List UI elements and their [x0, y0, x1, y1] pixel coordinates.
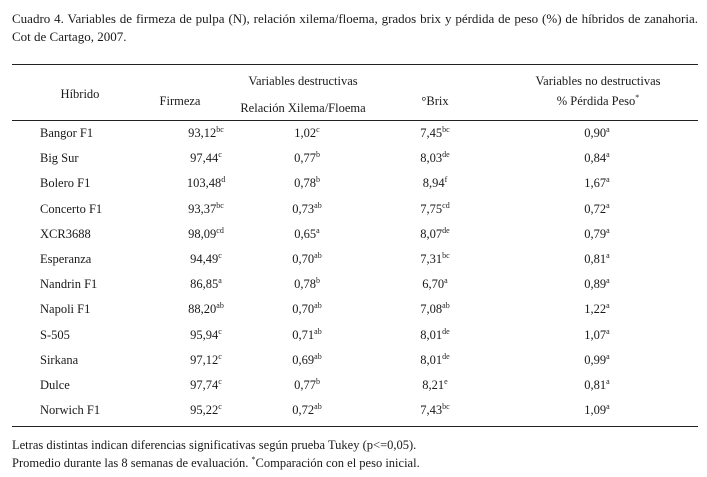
- table-row: [12, 223, 698, 248]
- cell-brix-letter: e: [444, 376, 448, 386]
- cell-brix: [395, 403, 475, 418]
- table-row: [12, 298, 698, 323]
- cell-name: [40, 353, 78, 368]
- cell-perdida: [557, 126, 637, 141]
- cell-name-value: Big Sur: [40, 151, 79, 166]
- cell-brix-value: 8,07: [420, 226, 443, 241]
- cell-relacion: [257, 277, 357, 292]
- cell-brix-value: 8,01: [420, 327, 443, 342]
- footnote-comparacion-text: Comparación con el peso inicial.: [255, 456, 420, 470]
- cell-relacion: [257, 378, 357, 393]
- cell-relacion-letter: ab: [314, 301, 322, 311]
- cell-relacion-value: 0,73: [292, 201, 315, 216]
- header-hibrido: Híbrido: [60, 87, 100, 101]
- cell-perdida: [557, 252, 637, 267]
- cell-relacion: [257, 202, 357, 217]
- cell-perdida-value: 0,89: [584, 277, 607, 292]
- cell-firmeza-value: 95,22: [190, 403, 219, 418]
- table-row: [12, 198, 698, 223]
- cell-firmeza-value: 93,37: [188, 201, 217, 216]
- cell-brix-letter: de: [442, 351, 450, 361]
- header-perdida: [508, 93, 688, 109]
- cell-brix-letter: de: [442, 326, 450, 336]
- cell-relacion-letter: b: [315, 150, 320, 160]
- cell-firmeza-letter: bc: [216, 200, 224, 210]
- footnote-promedio: [12, 455, 420, 471]
- cell-relacion-letter: c: [316, 124, 320, 134]
- cell-perdida-value: 1,09: [584, 403, 607, 418]
- cell-brix-value: 7,75: [420, 201, 443, 216]
- cell-name: [40, 277, 97, 292]
- cell-firmeza-value: 95,94: [190, 327, 219, 342]
- footnote-tukey: Letras distintas indican diferencias significativas según prueba Tukey (p<=0,05).: [12, 438, 417, 452]
- cell-brix: [395, 252, 475, 267]
- cell-name: [40, 227, 91, 242]
- cell-perdida: [557, 328, 637, 343]
- cell-perdida-letter: a: [606, 200, 610, 210]
- table-row: [12, 248, 698, 273]
- cell-perdida-letter: a: [606, 401, 610, 411]
- cell-firmeza-letter: c: [218, 376, 222, 386]
- header-group-destructivas: Variables destructivas: [248, 74, 358, 88]
- cell-brix: [395, 151, 475, 166]
- table-header-rule: [12, 120, 698, 121]
- cell-relacion-value: 0,70: [292, 302, 315, 317]
- cell-perdida-value: 0,90: [584, 126, 607, 140]
- cell-brix: [395, 378, 475, 393]
- cell-firmeza: [165, 277, 247, 292]
- cell-name: [40, 126, 93, 141]
- cell-brix: [395, 277, 475, 292]
- cell-firmeza-letter: d: [221, 175, 226, 185]
- cell-perdida: [557, 151, 637, 166]
- cell-firmeza: [165, 126, 247, 141]
- cell-relacion-letter: ab: [314, 401, 322, 411]
- cell-firmeza-value: 94,49: [190, 251, 219, 266]
- cell-brix-value: 8,94: [422, 176, 445, 191]
- cell-relacion: [257, 252, 357, 267]
- cell-relacion-value: 0,78: [294, 277, 316, 292]
- cell-name: [40, 328, 70, 343]
- cell-name: [40, 176, 90, 191]
- header-relacion: Relación Xilema/Floema: [240, 101, 366, 115]
- table-top-rule: [12, 64, 698, 65]
- cell-relacion: [257, 353, 357, 368]
- cell-relacion-letter: b: [315, 275, 320, 285]
- cell-brix-letter: f: [444, 175, 448, 185]
- table-row: [12, 147, 698, 172]
- cell-name: [40, 151, 79, 166]
- cell-firmeza-value: 93,12: [188, 126, 217, 140]
- cell-relacion: [257, 302, 357, 317]
- cell-brix-letter: bc: [442, 250, 450, 260]
- cell-firmeza-letter: c: [218, 401, 222, 411]
- cell-name-value: XCR3688: [40, 226, 91, 241]
- cell-brix: [395, 126, 475, 141]
- cell-relacion-letter: a: [316, 225, 320, 235]
- cell-relacion-value: 0,69: [292, 352, 315, 367]
- cell-firmeza: [165, 151, 247, 166]
- cell-relacion-value: 0,77: [294, 151, 316, 166]
- cell-brix-value: 7,43: [420, 403, 443, 418]
- cell-relacion-value: 0,70: [292, 251, 315, 266]
- cell-brix-value: 6,70: [422, 277, 445, 292]
- cell-relacion-letter: ab: [314, 351, 322, 361]
- header-group-no-destructivas: Variables no destructivas: [535, 74, 661, 88]
- cell-brix-letter: cd: [442, 200, 450, 210]
- table-row: [12, 172, 698, 197]
- cell-brix: [395, 202, 475, 217]
- cell-firmeza-letter: c: [218, 326, 222, 336]
- cell-firmeza-letter: c: [218, 150, 222, 160]
- table-body: [12, 122, 698, 424]
- cell-relacion-value: 1,02: [294, 126, 317, 140]
- cell-firmeza: [165, 227, 247, 242]
- cell-perdida: [557, 403, 637, 418]
- cell-brix-letter: bc: [442, 124, 450, 134]
- cell-relacion-letter: b: [315, 175, 320, 185]
- table-row: [12, 122, 698, 147]
- cell-perdida-value: 0,99: [584, 352, 607, 367]
- cell-perdida-letter: a: [606, 351, 610, 361]
- header-perdida-mark: *: [635, 92, 640, 102]
- cell-perdida-letter: a: [606, 175, 610, 185]
- cell-brix: [395, 227, 475, 242]
- cell-relacion: [257, 176, 357, 191]
- cell-name-value: S-505: [40, 327, 70, 342]
- cell-brix: [395, 353, 475, 368]
- cell-firmeza: [165, 378, 247, 393]
- cell-perdida-letter: a: [606, 150, 610, 160]
- table-row: [12, 324, 698, 349]
- cell-brix-value: 8,03: [420, 151, 443, 166]
- cell-perdida-value: 0,72: [584, 201, 607, 216]
- footnote-promedio-text: Promedio durante las 8 semanas de evaluación.: [12, 456, 252, 470]
- table-row: [12, 374, 698, 399]
- cell-perdida-value: 0,81: [584, 377, 607, 392]
- cell-perdida: [557, 202, 637, 217]
- cell-firmeza: [165, 302, 247, 317]
- cell-relacion: [257, 151, 357, 166]
- cell-firmeza-value: 88,20: [188, 302, 217, 317]
- cell-firmeza: [165, 176, 247, 191]
- cell-perdida-letter: a: [606, 124, 610, 134]
- cell-brix-letter: a: [444, 275, 448, 285]
- cell-name: [40, 302, 90, 317]
- cell-firmeza-letter: bc: [216, 124, 224, 134]
- cell-name-value: Sirkana: [40, 352, 79, 367]
- header-brix: °Brix: [421, 94, 449, 108]
- header-perdida-label: % Pérdida Peso: [556, 94, 636, 108]
- cell-firmeza: [165, 252, 247, 267]
- cell-brix-letter: de: [442, 150, 450, 160]
- cell-firmeza: [165, 328, 247, 343]
- cell-perdida-letter: a: [606, 250, 610, 260]
- cell-perdida-value: 1,22: [584, 302, 607, 317]
- cell-firmeza-letter: cd: [216, 225, 224, 235]
- table-bottom-rule: [12, 426, 698, 427]
- cell-perdida-value: 0,84: [584, 151, 607, 166]
- cell-perdida-value: 0,81: [584, 251, 607, 266]
- cell-name-value: Napoli F1: [40, 302, 91, 317]
- cell-name-value: Nandrin F1: [40, 277, 98, 292]
- cell-relacion: [257, 328, 357, 343]
- header-firmeza: Firmeza: [159, 94, 201, 108]
- cell-brix-letter: bc: [442, 401, 450, 411]
- cell-relacion-letter: ab: [314, 250, 322, 260]
- cell-perdida-value: 0,79: [584, 226, 607, 241]
- cell-firmeza-letter: c: [218, 250, 222, 260]
- cell-name-value: Concerto F1: [40, 201, 103, 216]
- cell-perdida: [557, 277, 637, 292]
- cell-firmeza: [165, 353, 247, 368]
- cell-relacion-letter: b: [315, 376, 320, 386]
- cell-perdida: [557, 302, 637, 317]
- cell-firmeza: [165, 403, 247, 418]
- cell-perdida-letter: a: [606, 225, 610, 235]
- cell-relacion: [257, 403, 357, 418]
- cell-firmeza-letter: a: [218, 275, 222, 285]
- cell-firmeza-value: 97,74: [190, 377, 219, 392]
- cell-name-value: Bolero F1: [40, 176, 91, 191]
- cell-brix-value: 7,08: [420, 302, 443, 317]
- cell-brix-value: 7,45: [420, 126, 443, 140]
- cell-name-value: Bangor F1: [40, 126, 94, 140]
- cell-name: [40, 378, 70, 393]
- cell-relacion-value: 0,71: [292, 327, 315, 342]
- cell-brix-value: 7,31: [420, 251, 443, 266]
- cell-firmeza-letter: ab: [216, 301, 224, 311]
- cell-brix-letter: de: [442, 225, 450, 235]
- cell-perdida: [557, 176, 637, 191]
- cell-perdida-letter: a: [606, 326, 610, 336]
- cell-firmeza-letter: c: [218, 351, 222, 361]
- footnote-mark: *: [251, 454, 256, 464]
- cell-relacion: [257, 126, 357, 141]
- cell-perdida-value: 1,67: [584, 176, 607, 191]
- cell-relacion-value: 0,65: [294, 226, 317, 241]
- cell-brix: [395, 302, 475, 317]
- cell-relacion-value: 0,78: [294, 176, 316, 191]
- cell-relacion: [257, 227, 357, 242]
- cell-perdida-letter: a: [606, 275, 610, 285]
- cell-perdida: [557, 353, 637, 368]
- cell-relacion-value: 0,72: [292, 403, 315, 418]
- cell-brix-value: 8,21: [422, 377, 445, 392]
- cell-name: [40, 202, 102, 217]
- cell-relacion-value: 0,77: [294, 377, 316, 392]
- table-row: [12, 349, 698, 374]
- cell-firmeza: [165, 202, 247, 217]
- cell-brix: [395, 176, 475, 191]
- cell-perdida: [557, 378, 637, 393]
- cell-brix: [395, 328, 475, 343]
- cell-perdida-letter: a: [606, 376, 610, 386]
- cell-brix-value: 8,01: [420, 352, 443, 367]
- cell-perdida-value: 1,07: [584, 327, 607, 342]
- cell-name: [40, 403, 100, 418]
- table-caption: Cuadro 4. Variables de firmeza de pulpa (N), relación xilema/floema, grados brix y pérdida de peso (%) de híbridos de zanahoria. Cot de Cartago, 2007.: [12, 11, 698, 44]
- cell-perdida: [557, 227, 637, 242]
- table-row: [12, 273, 698, 298]
- cell-name: [40, 252, 91, 267]
- cell-firmeza-value: 97,12: [190, 352, 219, 367]
- cell-name-value: Esperanza: [40, 251, 92, 266]
- cell-firmeza-value: 86,85: [190, 277, 219, 292]
- cell-firmeza-value: 103,48: [186, 176, 222, 191]
- cell-perdida-letter: a: [606, 301, 610, 311]
- cell-name-value: Dulce: [40, 377, 70, 392]
- cell-brix-letter: ab: [442, 301, 450, 311]
- cell-firmeza-value: 98,09: [188, 226, 217, 241]
- table-row: [12, 399, 698, 424]
- cell-firmeza-value: 97,44: [190, 151, 219, 166]
- cell-name-value: Norwich F1: [40, 403, 101, 418]
- cell-relacion-letter: ab: [314, 200, 322, 210]
- cell-relacion-letter: ab: [314, 326, 322, 336]
